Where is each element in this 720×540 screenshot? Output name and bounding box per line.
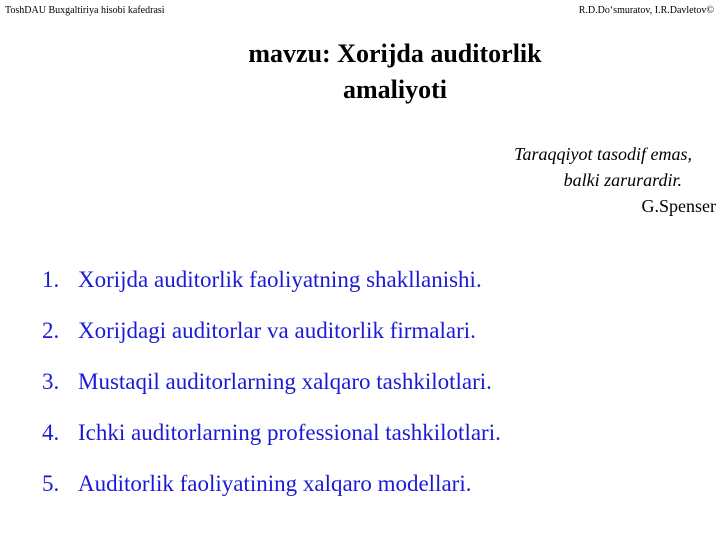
- quote-author: G.Spenser: [641, 196, 716, 216]
- header-department: ToshDAU Buxgaltiriya hisobi kafedrasi: [5, 5, 165, 16]
- list-item: [42, 466, 501, 517]
- list-item-number: 4.: [42, 420, 60, 445]
- topic-list: [42, 262, 501, 517]
- list-item-text: Ichki auditorlarning professional tashkilotlari.: [78, 420, 501, 445]
- list-item-number: 5.: [42, 471, 60, 496]
- list-item-text: Auditorlik faoliyatining xalqaro modellari.: [78, 471, 472, 496]
- list-item: [42, 262, 501, 313]
- quote-line-2: balki zarurardir.: [563, 170, 682, 190]
- epigraph-quote: [514, 141, 716, 219]
- page-title-line-2: amaliyoti: [343, 75, 447, 104]
- list-item-text: Mustaqil auditorlarning xalqaro tashkilotlari.: [78, 369, 492, 394]
- quote-line-1: Taraqqiyot tasodif emas,: [514, 144, 692, 164]
- list-item-number: 3.: [42, 369, 60, 394]
- page-title-line-1: mavzu: Xorijda auditorlik: [248, 39, 542, 68]
- list-item-number: 2.: [42, 318, 60, 343]
- list-item-text: Xorijda auditorlik faoliyatning shakllanishi.: [78, 267, 482, 292]
- list-item: [42, 313, 501, 364]
- page-title: [160, 36, 630, 108]
- header-authors: R.D.Do‘smuratov, I.R.Davletov©: [578, 5, 714, 16]
- list-item: [42, 364, 501, 415]
- list-item-text: Xorijdagi auditorlar va auditorlik firmalari.: [78, 318, 476, 343]
- list-item: [42, 415, 501, 466]
- list-item-number: 1.: [42, 267, 60, 292]
